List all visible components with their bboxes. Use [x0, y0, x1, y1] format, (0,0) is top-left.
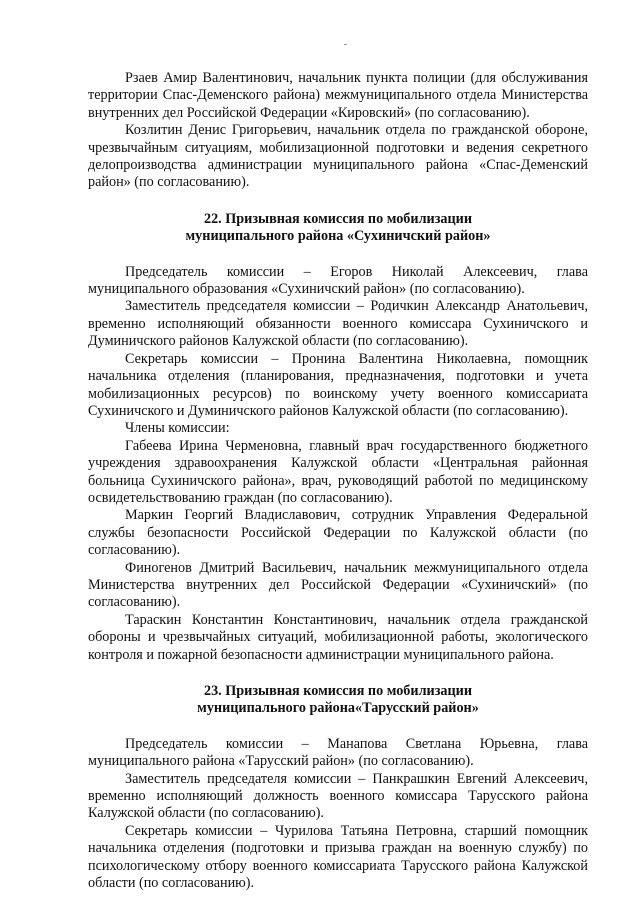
- paragraph-deputy-chairman: Заместитель председателя комиссии – Родичкин Александр Анатольевич, временно исполняющий обязанности военного комиссара Сухиничского и Думиничского районов Калужской области (по согласованию).: [88, 298, 588, 350]
- paragraph-member-gabeeva: Габеева Ирина Черменовна, главный врач государственного бюджетного учреждения здравоохранения Калужской области «Центральная районная больница Сухиничского района», врач, руководящий работой по медицинскому освидетельствованию граждан (по согласованию).: [88, 437, 588, 506]
- paragraph-secretary: Секретарь комиссии – Чурилова Татьяна Петровна, старший помощник начальника отделения (подготовки и призыва граждан на военную службу) по психологическому отбору военного комиссариата Тарусского района Калужской области (по согласованию).: [88, 822, 588, 892]
- section-23-body: [88, 736, 588, 893]
- section-22-heading: [88, 211, 588, 246]
- section-23-heading-line2: муниципального района«Тарусский район»: [197, 700, 479, 717]
- section-22-heading-line1: 22. Призывная комиссия по мобилизации: [203, 210, 473, 227]
- paragraph-rzaev: Рзаев Амир Валентинович, начальник пункта полиции (для обслуживания территории Спас-Деменского района) межмуниципального отдела Министерства внутренних дел Российской Федерации «Кировский» (по согласованию).: [88, 70, 588, 121]
- paragraph-members-label: Члены комиссии:: [125, 420, 230, 437]
- paragraph-member-taraskin: Тараскин Константин Константинович, начальник отдела гражданской обороны и чрезвычайных ситуаций, мобилизационной работы, экологического контроля и пожарной безопасности администрации муниципального района.: [88, 611, 588, 663]
- section-23-heading-line1: 23. Призывная комиссия по мобилизации: [203, 683, 473, 699]
- paragraph-member-finogenov: Финогенов Дмитрий Васильевич, начальник межмуниципального отдела Министерства внутренних дел Российской Федерации «Сухиничский» (по согласованию).: [88, 559, 588, 611]
- paragraph-kozlitin: Козлитин Денис Григорьевич, начальник отдела по гражданской обороне, чрезвычайным ситуациям, мобилизационной подготовки и ведения секретного делопроизводства администрации муниципального района «Спас-Деменский район» (по согласованию).: [88, 122, 588, 191]
- paragraph-chairman: Председатель комиссии – Егоров Николай Алексеевич, глава муниципального образования «Сухиничский район» (по согласованию).: [88, 263, 588, 298]
- section-23-heading: [88, 683, 588, 718]
- paragraph-deputy-chairman: Заместитель председателя комиссии – Панкрашкин Евгений Алексеевич, временно исполняющий должность военного комиссара Тарусского района Калужской области (по согласованию).: [88, 770, 588, 822]
- paragraph-member-markin: Маркин Георгий Владиславович, сотрудник Управления Федеральной службы безопасности Российской Федерации по Калужской области (по согласованию).: [88, 507, 588, 559]
- paragraph-secretary: Секретарь комиссии – Пронина Валентина Николаевна, помощник начальника отделения (планирования, предназначения, подготовки и учета мобилизационных ресурсов) по воинскому учету военного комиссариата Сухиничского и Думиничского районов Калужской области (по согласованию).: [88, 350, 588, 419]
- paragraph-chairman: Председатель комиссии – Манапова Светлана Юрьевна, глава муниципального района «Тарусский район» (по согласованию).: [88, 735, 588, 770]
- section-22-heading-line2: муниципального района «Сухиничский район»: [185, 228, 491, 245]
- page-mark: [344, 44, 347, 45]
- document-body: [88, 70, 588, 892]
- section-22-body: [88, 264, 588, 664]
